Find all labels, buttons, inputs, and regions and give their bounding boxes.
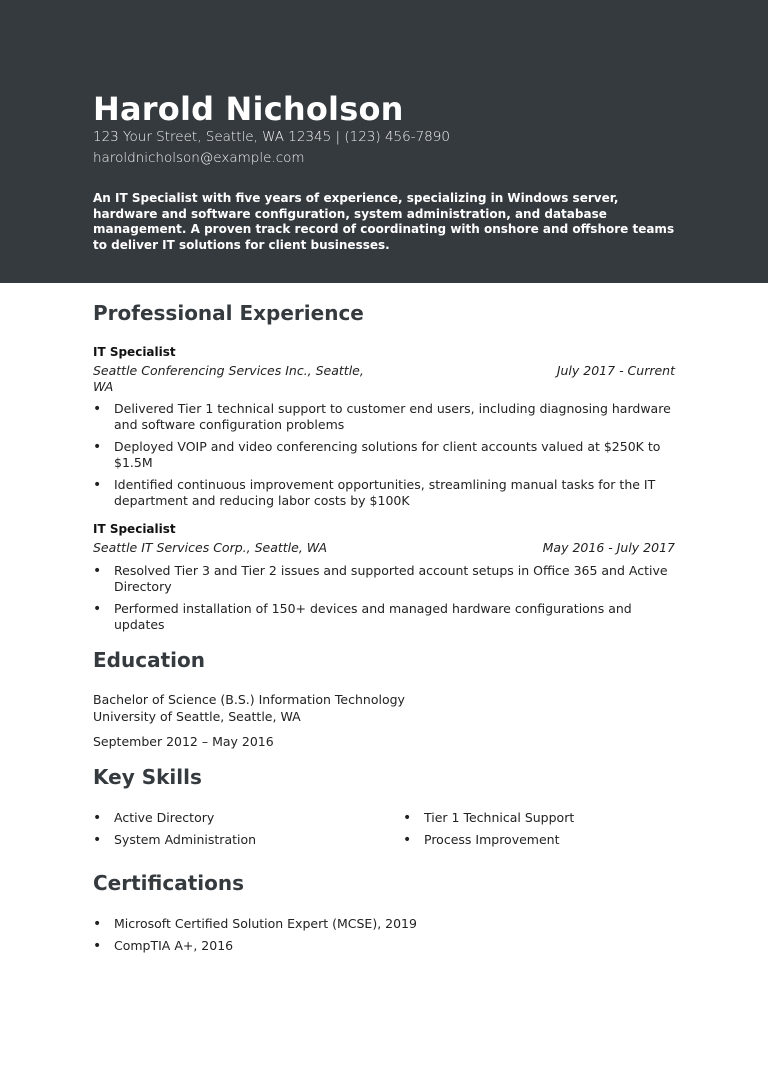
- job-company: Seattle Conferencing Services Inc., Seattle, WA: [93, 363, 364, 394]
- job-title: IT Specialist: [93, 522, 176, 536]
- education-heading: Education: [93, 648, 205, 672]
- skill-item: • Process Improvement: [403, 829, 693, 851]
- education-degree: Bachelor of Science (B.S.) Information Technology: [93, 692, 405, 707]
- job-company: Seattle IT Services Corp., Seattle, WA: [93, 540, 328, 555]
- resume-header: [0, 0, 768, 283]
- job-bullet: • Delivered Tier 1 technical support to customer end users, including diagnosing hardware and software configuration problems: [93, 401, 683, 433]
- professional-summary: An IT Specialist with five years of experience, specializing in Windows server, hardware and software configuration, system administration, and database management. A proven track record of coordinating with onshore and offshore teams to deliver IT solutions for client businesses.: [93, 191, 675, 252]
- job-bullet: • Deployed VOIP and video conferencing solutions for client accounts valued at $250K to $1.5M: [93, 439, 683, 471]
- certifications-list: [93, 913, 593, 957]
- job-bullet: • Performed installation of 150+ devices and managed hardware configurations and updates: [93, 601, 683, 633]
- skills-list-right: [403, 807, 693, 851]
- job-bullet: • Identified continuous improvement opportunities, streamlining manual tasks for the IT department and reducing labor costs by $100K: [93, 477, 683, 509]
- email-address: haroldnicholson@example.com: [93, 150, 305, 166]
- skill-item: • System Administration: [93, 829, 383, 851]
- job-bullets: [93, 401, 683, 509]
- certification-item: • Microsoft Certified Solution Expert (MCSE), 2019: [93, 913, 593, 935]
- certification-item: • CompTIA A+, 2016: [93, 935, 593, 957]
- experience-heading: Professional Experience: [93, 301, 364, 325]
- job-title: IT Specialist: [93, 345, 176, 359]
- skills-heading: Key Skills: [93, 765, 202, 789]
- job-dates: July 2017 - Current: [556, 363, 675, 378]
- skills-list-left: [93, 807, 383, 851]
- job-bullets: [93, 563, 683, 633]
- education-school: University of Seattle, Seattle, WA: [93, 709, 301, 724]
- skill-item: • Active Directory: [93, 807, 383, 829]
- certifications-heading: Certifications: [93, 871, 244, 895]
- job-dates: May 2016 - July 2017: [542, 540, 675, 555]
- address-phone: 123 Your Street, Seattle, WA 12345 | (123) 456-7890: [93, 129, 450, 145]
- education-dates: September 2012 – May 2016: [93, 734, 274, 749]
- candidate-name: Harold Nicholson: [93, 90, 404, 128]
- skill-item: • Tier 1 Technical Support: [403, 807, 693, 829]
- job-bullet: • Resolved Tier 3 and Tier 2 issues and supported account setups in Office 365 and Active Directory: [93, 563, 683, 595]
